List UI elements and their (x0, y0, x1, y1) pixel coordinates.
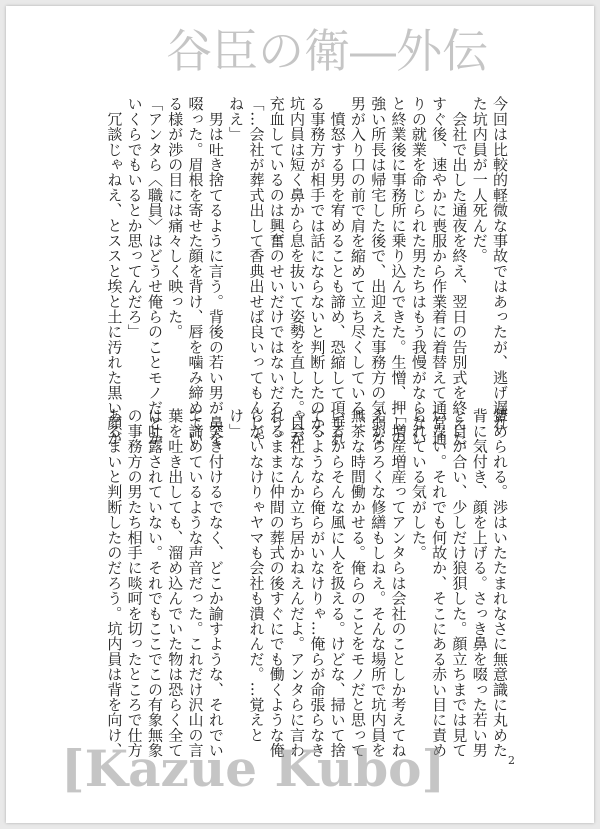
text-line: は吐露されていない。それでもここでこの有象無象 (145, 408, 164, 758)
text-line: 「増産増産ってアンタらは会社のことしか考えてね (389, 408, 408, 758)
text-line: いくらでもいるとか思ってんだろ」 (125, 96, 144, 340)
text-line: 無茶な時間働かせる。俺らのことをモノだと思って (348, 408, 367, 758)
page-number: 2 (508, 754, 515, 767)
text-block-bottom (100, 408, 510, 758)
watermark-title: 谷臣の衛―外伝 (166, 24, 488, 78)
text-line: 坑内員は短く鼻から息を抜いて姿勢を直した。目が (288, 96, 307, 446)
text-line: 強い所長は帰宅した後で、出迎えた事務方の気弱な (369, 96, 388, 446)
text-line: 「アンタら〈職員〉はどうせ俺らのことモノだとか (145, 96, 164, 446)
text-line: 突き付けるでなく、どこか諭すような、それでい (206, 408, 225, 758)
text-line: すぐ後、速やかに喪服から作業着に着替えて通常通 (430, 96, 449, 446)
text-line: 男は吐き捨てるように言う。背後の若い男が鼻を (206, 96, 225, 446)
watermark-author: [Kazue Kubo] (61, 739, 446, 798)
text-line: 冗談じゃねえ、とススと埃と土に汚れた黒い顔が (105, 96, 124, 446)
text-line: 「…会社が葬式出して香典出せば良いってもんじゃ (247, 96, 266, 446)
text-line: いるからそんな風に人を扱える。けどな、掃いて捨 (328, 408, 347, 758)
text-line: 男が入り口の前で肩を縮めて立ち尽くしている。 (348, 96, 367, 431)
text-line: 充血しているのは興奮のせいだけではないだろう。 (267, 96, 286, 446)
text-line: 今回は比較的軽微な事故ではあったが、逃げ遅れ (491, 96, 509, 431)
text-line: の事務方の男たち相手に啖呵を切ったところで仕方 (125, 408, 144, 758)
text-line: らがいなけりゃヤマも会社も潰れんだ。…覚えと (247, 408, 266, 743)
text-line: えからろくな修繕もしねえ。そんな場所で坑内員を (369, 408, 388, 758)
text-line: あるまいと判断したのだろう。坑内員は背を向け、 (105, 408, 124, 758)
text-line: る事務方が相手では話にならないと判断したのか、 (308, 96, 327, 446)
text-block-top (100, 96, 510, 446)
text-line: 葉を吐き出しても、溜め込んでいた物は恐らく全て (166, 408, 185, 758)
text-line: と終業後に事務所に乗り込んできた。生憎、押しの (389, 96, 408, 446)
text-line: た坑内員が一人死んだ。 (470, 96, 489, 264)
document-page (6, 6, 594, 823)
text-line: け」 (227, 408, 246, 439)
text-line: ねえ」 (227, 96, 246, 142)
text-line: ゃ会社なんか立ち居かねえんだよ。アンタらに言わ (288, 408, 307, 758)
text-line: る様が渉の目には痛々しく映った。 (166, 96, 185, 340)
text-line: れるままに仲間の葬式の後すぐにでも働くような俺 (267, 408, 286, 758)
text-line: 背に気付き、顔を上げる。さっき鼻を啜った若い男 (470, 408, 489, 758)
text-line: て諦めているような声音だった。これだけ沢山の言 (186, 408, 205, 758)
text-line: 会社で出した通夜を終え、翌日の告別式を終えた (450, 96, 469, 446)
text-line: 憤怒する男を宥めることも諦め、恐縮して項垂れ (328, 96, 347, 446)
text-line: りの就業を命じられた男たちはもう我慢がならない (409, 96, 428, 446)
text-line: いない。それでも何故か、そこにある赤い目に責め (430, 408, 449, 758)
text-line: と目が合い、少しだけ狼狽した。顔立ちまでは見て (450, 408, 469, 758)
text-line: てるようなら俺らがいなけりゃ…俺らが命張らなき (308, 408, 327, 758)
text-line: られている気がした。 (409, 408, 428, 560)
text-line: 顰められる。渉はいたたまれなさに無意識に丸めた (491, 408, 509, 758)
text-line: 啜った。眉根を寄せた顔を背け、唇を噛み締めてい (186, 96, 205, 446)
